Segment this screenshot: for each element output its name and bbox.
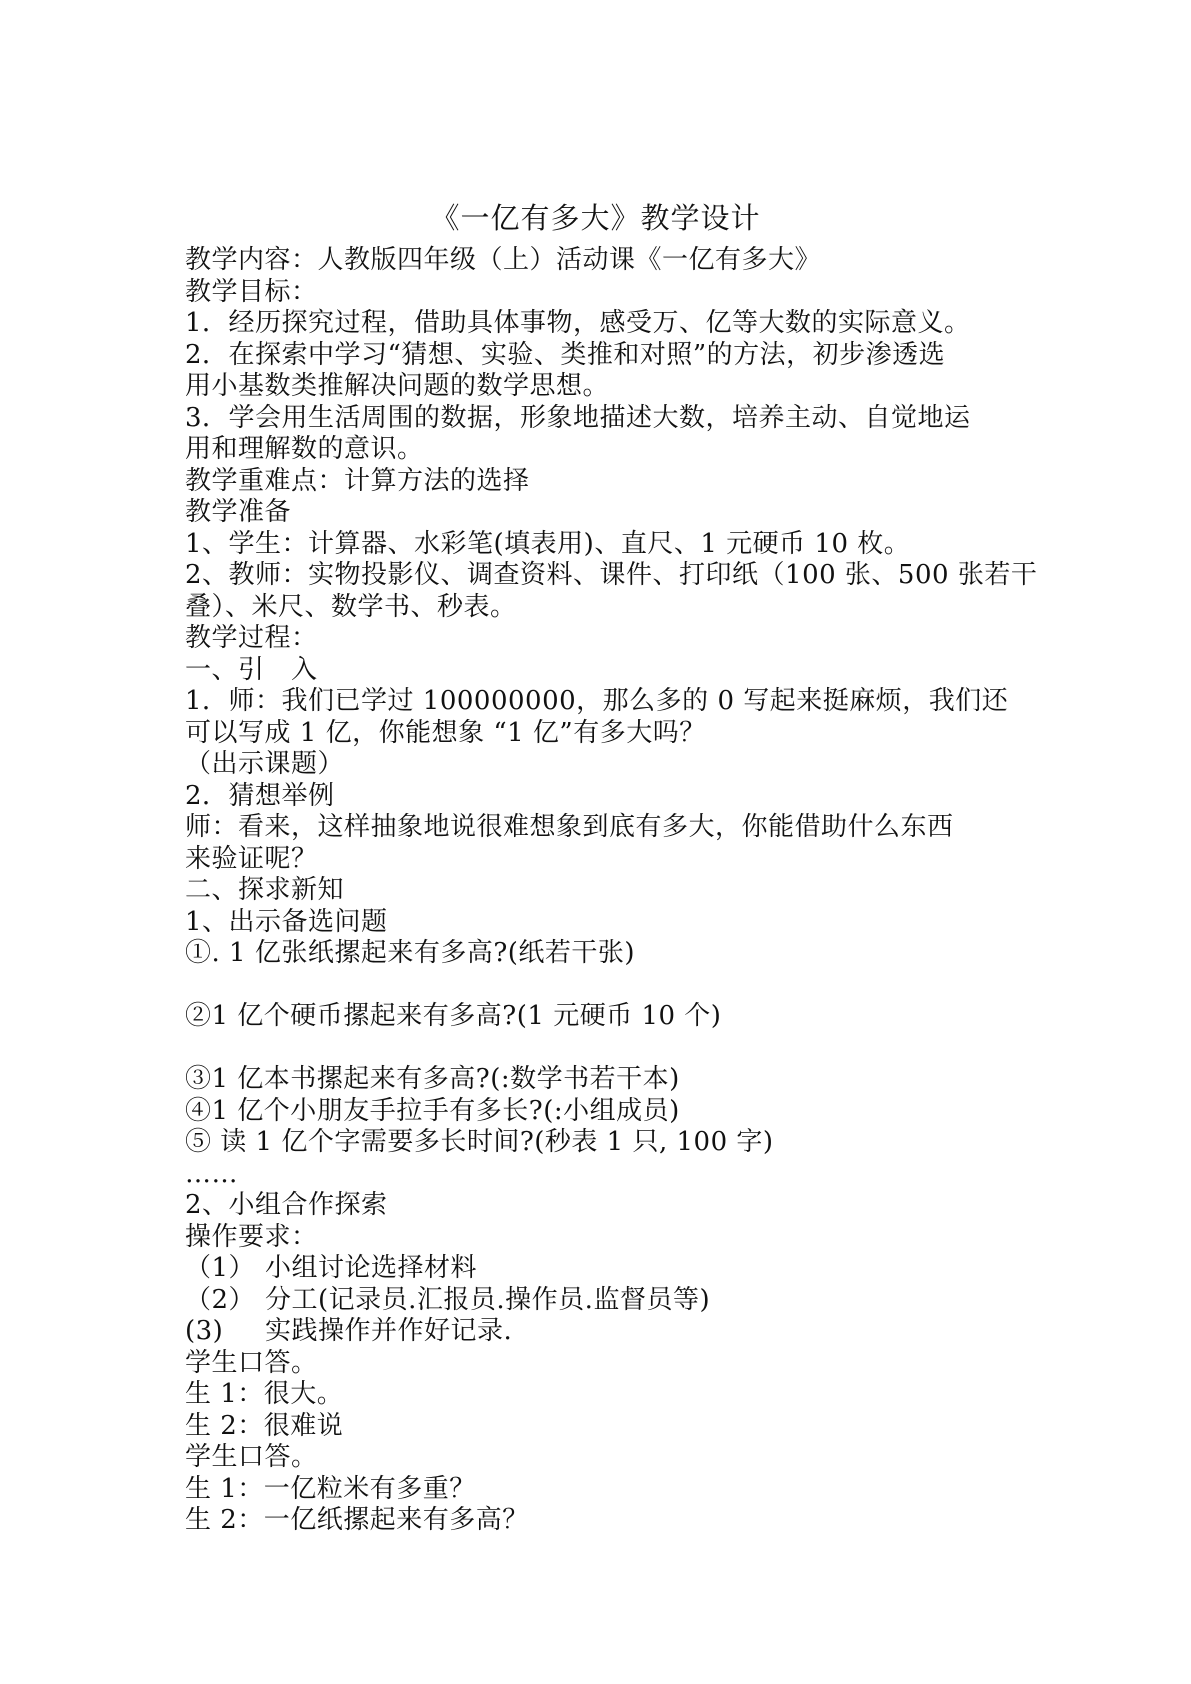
part-1-heading: 一、引 入	[185, 654, 318, 685]
preparation-students: 1、学生：计算器、水彩笔(填表用)、直尺、1 元硬币 10 枚。	[185, 528, 911, 559]
blank-line	[185, 970, 1015, 1002]
preparation-teacher-line-1: 2、教师：实物投影仪、调查资料、课件、打印纸（100 张、500 张若干	[185, 560, 1038, 590]
requirement-item	[185, 1253, 1015, 1285]
requirement-item	[185, 1285, 1015, 1317]
teacher-question-line-1: 师：看来，这样抽象地说很难想象到底有多大，你能借助什么东西	[185, 812, 954, 842]
question-item-1: ①. 1 亿张纸摞起来有多高?(纸若干张)	[185, 938, 636, 968]
preparation-teacher-line-2: 叠）、米尺、数学书、秒表。	[185, 591, 517, 622]
operation-requirements-heading: 操作要求：	[185, 1221, 318, 1252]
student-2-question: 生 2：一亿纸摞起来有多高？	[185, 1505, 529, 1535]
objective-1: 1．经历探究过程，借助具体事物，感受万、亿等大数的实际意义。	[185, 308, 971, 338]
student-answer-note: 学生口答。	[185, 1442, 318, 1472]
teaching-content: 教学内容：人教版四年级（上）活动课《一亿有多大》	[185, 245, 822, 275]
objective-3-line-2: 用和理解数的意识。	[185, 434, 424, 464]
requirement-item	[185, 1316, 1015, 1348]
ellipsis: ……	[185, 1158, 238, 1189]
teacher-question-line-2: 来验证呢？	[185, 843, 318, 874]
page-title: 《一亿有多大》教学设计	[430, 201, 761, 235]
requirement-number: (3)	[185, 1316, 224, 1346]
objective-2-line-1: 2．在探索中学习“猜想、实验、类推和对照”的方法，初步渗透选	[185, 339, 946, 370]
requirement-text: 小组讨论选择材料	[265, 1253, 478, 1283]
alternative-questions-heading: 1、出示备选问题	[185, 906, 388, 937]
objective-2-line-2: 用小基数类推解决问题的数学思想。	[185, 371, 610, 401]
document-body	[185, 245, 1038, 1537]
teacher-intro-line-2: 可以写成 1 亿，你能想象 “1 亿”有多大吗？	[185, 717, 706, 748]
question-item-3: ③1 亿本书摞起来有多高?(:数学书若干本)	[185, 1064, 680, 1094]
requirement-text: 分工(记录员.汇报员.操作员.监督员等)	[265, 1284, 711, 1315]
section-heading-objectives: 教学目标：	[185, 276, 318, 307]
requirement-text: 实践操作并作好记录.	[265, 1316, 513, 1346]
question-item-5: ⑤ 读 1 亿个字需要多长时间?(秒表 1 只, 100 字)	[185, 1127, 774, 1157]
part-2-heading: 二、探求新知	[185, 875, 345, 905]
question-item-4: ④1 亿个小朋友手拉手有多长?(:小组成员)	[185, 1095, 680, 1126]
student-1-answer: 生 1：很大。	[185, 1379, 344, 1409]
requirement-number: （2）	[185, 1284, 256, 1315]
question-item-2: ②1 亿个硬币摞起来有多高?(1 元硬币 10 个)	[185, 1001, 722, 1031]
key-difficulty: 教学重难点：计算方法的选择	[185, 465, 530, 496]
objective-3-line-1: 3．学会用生活周围的数据，形象地描述大数，培养主动、自觉地运	[185, 402, 971, 433]
guess-examples-heading: 2．猜想举例	[185, 780, 335, 811]
blank-line	[185, 1033, 1015, 1065]
section-heading-preparation: 教学准备	[185, 497, 292, 527]
student-answer-note: 学生口答。	[185, 1347, 318, 1378]
group-exploration-heading: 2、小组合作探索	[185, 1190, 388, 1220]
student-2-answer: 生 2：很难说	[185, 1410, 344, 1441]
teacher-intro-line-1: 1．师：我们已学过 100000000，那么多的 0 写起来挺麻烦，我们还	[185, 686, 1009, 716]
show-topic-note: （出示课题）	[185, 749, 345, 779]
student-1-question: 生 1：一亿粒米有多重？	[185, 1473, 476, 1504]
requirement-number: （1）	[185, 1253, 256, 1283]
section-heading-process: 教学过程：	[185, 623, 318, 653]
